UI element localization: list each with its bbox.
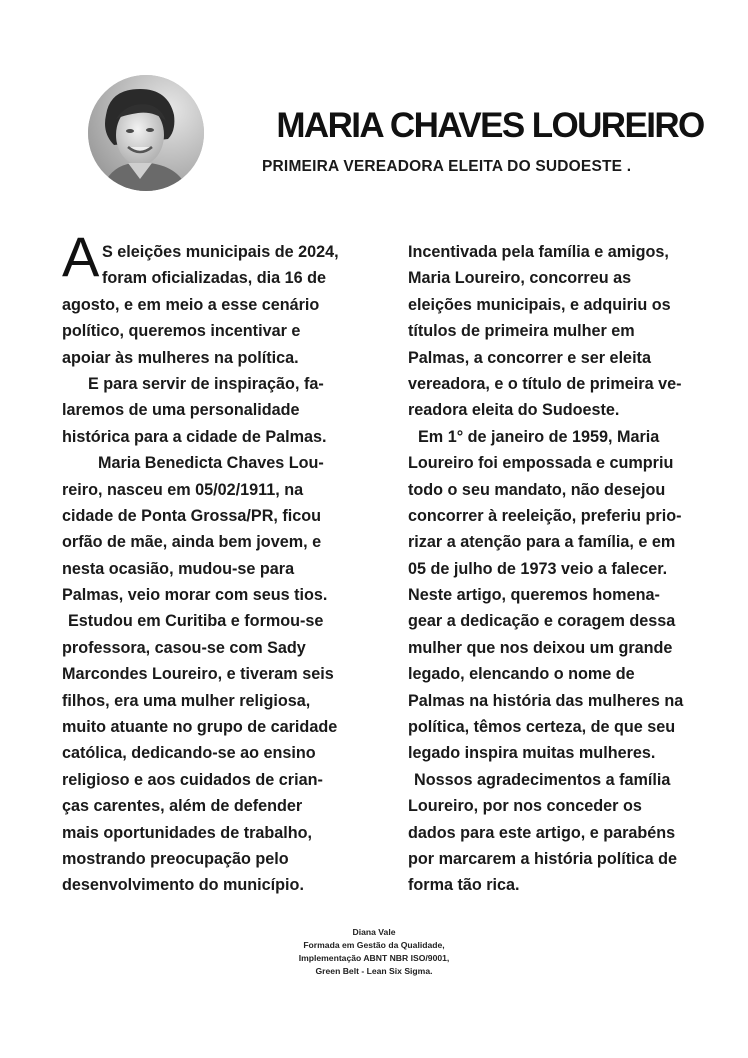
- article-line: Incentivada pela família e amigos,: [408, 243, 669, 261]
- article-line: dados para este artigo, e parabéns: [408, 823, 676, 842]
- article-line: Palmas na história das mulheres na: [408, 691, 684, 710]
- author-credits: [224, 926, 524, 978]
- article-line: política, têmos certeza, de que seu: [408, 718, 676, 737]
- article-line: gear a dedicação e coragem dessa: [408, 612, 676, 631]
- article-line: rizar a atenção para a família, e em: [408, 533, 676, 552]
- article-line: Palmas, a concorrer e ser eleita: [408, 348, 651, 367]
- page-title: MARIA CHAVES LOUREIRO: [276, 106, 704, 145]
- article-line: eleições municipais, e adquiriu os: [408, 295, 671, 314]
- article-line: vereadora, e o título de primeira ve-: [408, 374, 682, 393]
- article-line: apoiar às mulheres na política.: [62, 348, 299, 367]
- article-line: concorrer à reeleição, preferiu prio-: [408, 506, 682, 525]
- article-left-column: [62, 239, 388, 899]
- article-line: títulos de primeira mulher em: [408, 322, 635, 341]
- author-name: Diana Vale: [352, 927, 396, 937]
- article-line: S eleições municipais de 2024,: [102, 243, 339, 261]
- article-line: religioso e aos cuidados de crian-: [62, 770, 323, 789]
- article-line: político, queremos incentivar e: [62, 322, 301, 341]
- article-line: todo o seu mandato, não desejou: [408, 480, 666, 499]
- article-line: Nossos agradecimentos a família: [414, 770, 671, 789]
- article-line: Palmas, veio morar com seus tios.: [62, 586, 328, 605]
- drop-cap: A: [62, 225, 100, 288]
- author-credential: Formada em Gestão da Qualidade,: [303, 940, 445, 950]
- page-subtitle: PRIMEIRA VEREADORA ELEITA DO SUDOESTE .: [262, 158, 632, 175]
- article-right-column: [408, 239, 734, 899]
- article-line: professora, casou-se com Sady: [62, 638, 306, 657]
- article-line: laremos de uma personalidade: [62, 401, 300, 420]
- article-line: desenvolvimento do município.: [62, 876, 304, 895]
- article-line: Em 1° de janeiro de 1959, Maria: [418, 427, 660, 446]
- article-line: ças carentes, além de defender: [62, 797, 303, 816]
- portrait-photo: [88, 75, 204, 191]
- author-credential: Implementação ABNT NBR ISO/9001,: [298, 953, 450, 963]
- article-line: nesta ocasião, mudou-se para: [62, 559, 295, 578]
- portrait-illustration: [88, 75, 204, 191]
- article-line: Marcondes Loureiro, e tiveram seis: [62, 665, 334, 684]
- article-line: mulher que nos deixou um grande: [408, 638, 673, 657]
- article-line: forma tão rica.: [408, 876, 520, 895]
- article-line: mais oportunidades de trabalho,: [62, 823, 313, 842]
- article-line: readora eleita do Sudoeste.: [408, 401, 620, 420]
- article-line: cidade de Ponta Grossa/PR, ficou: [62, 506, 322, 525]
- article-line: Maria Benedicta Chaves Lou-: [98, 454, 324, 473]
- article-line: orfão de mãe, ainda bem jovem, e: [62, 533, 322, 552]
- article-line: Neste artigo, queremos homena-: [408, 586, 660, 605]
- article-line: reiro, nasceu em 05/02/1911, na: [62, 480, 304, 499]
- article-line: católica, dedicando-se ao ensino: [62, 744, 316, 763]
- article-line: legado inspira muitas mulheres.: [408, 744, 656, 763]
- article-line: legado, elencando o nome de: [408, 665, 635, 684]
- article-line: filhos, era uma mulher religiosa,: [62, 691, 311, 710]
- article-line: Loureiro foi empossada e cumpriu: [408, 454, 674, 473]
- article-line: Loureiro, por nos conceder os: [408, 797, 642, 816]
- article-line: mostrando preocupação pelo: [62, 849, 289, 868]
- article-line: foram oficializadas, dia 16 de: [102, 269, 327, 288]
- article-line: muito atuante no grupo de caridade: [62, 718, 338, 737]
- author-credential: Green Belt - Lean Six Sigma.: [315, 966, 433, 976]
- article-line: histórica para a cidade de Palmas.: [62, 427, 327, 446]
- article-line: Estudou em Curitiba e formou-se: [68, 612, 324, 631]
- article-line: agosto, e em meio a esse cenário: [62, 295, 320, 314]
- article-line: E para servir de inspiração, fa-: [88, 374, 324, 393]
- article-line: por marcarem a história política de: [408, 849, 677, 868]
- article-line: 05 de julho de 1973 veio a falecer.: [408, 559, 668, 578]
- article-line: Maria Loureiro, concorreu as: [408, 269, 632, 288]
